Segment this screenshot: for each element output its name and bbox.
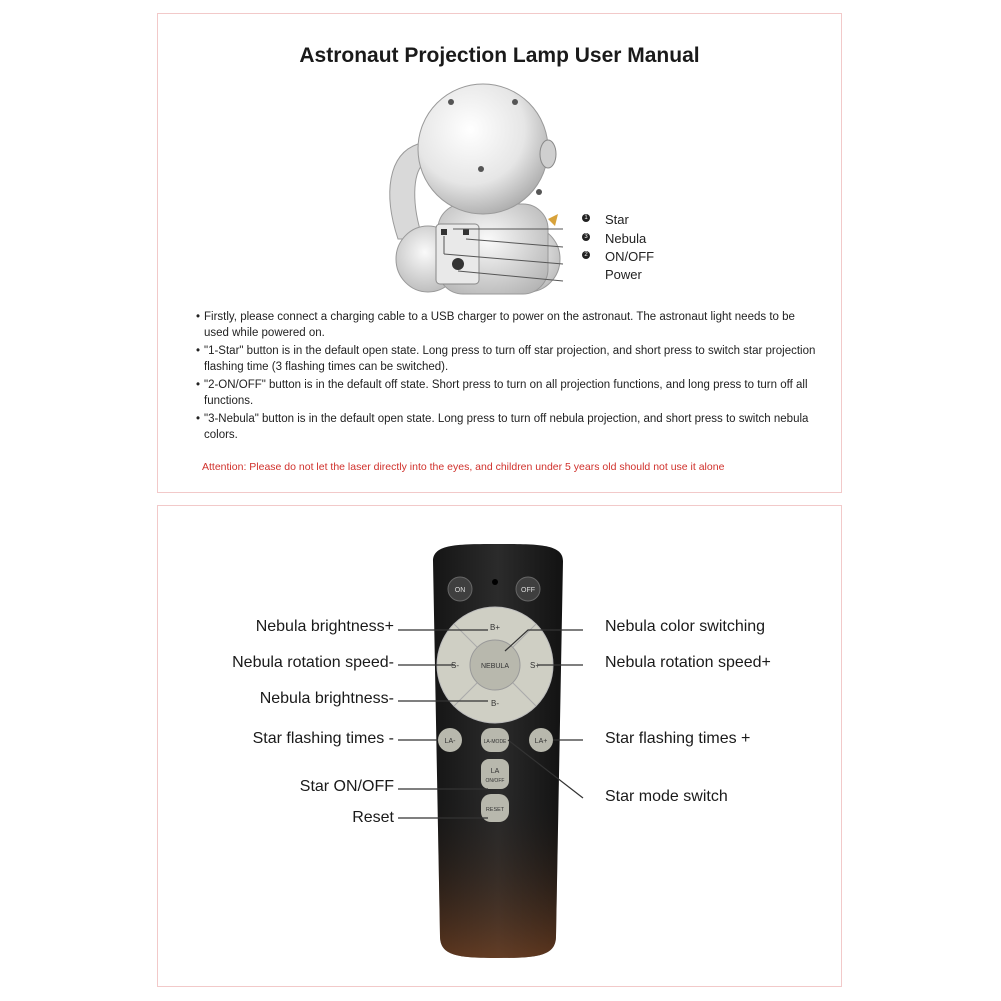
la-onoff-label-1: LA [490, 768, 500, 775]
label-star-flashing-plus: Star flashing times + [605, 730, 751, 747]
attention-warning: Attention: Please do not let the laser directly into the eyes, and children under 5 years old should not use it alone [202, 461, 725, 473]
instruction-item: • "2-ON/OFF" button is in the default off state. Short press to turn on all projection functions, and long press to turn off all functions. [196, 378, 816, 409]
nebula-button[interactable] [470, 640, 520, 690]
off-button-label: OFF [521, 587, 535, 594]
callout-star: Star [605, 212, 629, 227]
b-minus-button[interactable]: B- [491, 699, 499, 708]
callout-num-onoff: 2 [582, 251, 590, 259]
callout-num-star: 1 [582, 214, 590, 222]
la-plus-label: LA+ [534, 738, 548, 745]
label-nebula-color-switching: Nebula color switching [605, 618, 766, 635]
s-plus-button[interactable]: S+ [529, 661, 541, 670]
instruction-item: • Firstly, please connect a charging cable to a USB charger to power on the astronaut. The astronaut light needs to be used while powered on. [196, 310, 816, 341]
instruction-item: • "3-Nebula" button is in the default open state. Long press to turn off nebula projection, and short press to switch nebula colors. [196, 412, 816, 443]
instruction-list [196, 310, 816, 446]
remote-panel [157, 505, 842, 987]
reset-button-label: RESET [485, 807, 505, 813]
label-nebula-brightness-minus: Nebula brightness- [259, 690, 394, 707]
callout-num-nebula: 3 [582, 233, 590, 241]
s-minus-button[interactable]: S- [451, 661, 459, 670]
la-mode-button[interactable] [481, 728, 509, 752]
label-star-mode-switch: Star mode switch [605, 788, 728, 805]
callout-power: Power [605, 267, 642, 282]
callout-onoff: ON/OFF [605, 249, 655, 264]
on-button-label: ON [454, 587, 466, 594]
la-plus-button[interactable] [529, 728, 553, 752]
la-onoff-label-2: ON/OFF [485, 778, 505, 784]
la-mode-label: LA-MODE [483, 739, 507, 745]
label-reset: Reset [352, 809, 394, 826]
nebula-button-label: NEBULA [480, 663, 510, 670]
la-onoff-button[interactable] [481, 759, 509, 789]
label-nebula-rotation-speed-plus: Nebula rotation speed+ [605, 654, 771, 671]
instruction-item: • "1-Star" button is in the default open state. Long press to turn off star projection, and short press to switch star projection flashing time (3 flashing times can be switched). [196, 344, 816, 375]
off-button[interactable] [516, 577, 540, 601]
label-nebula-rotation-speed-minus: Nebula rotation speed- [232, 654, 394, 671]
on-button[interactable] [448, 577, 472, 601]
manual-panel [157, 13, 842, 493]
manual-title: Astronaut Projection Lamp User Manual [299, 44, 700, 67]
label-star-flashing-minus: Star flashing times - [252, 730, 394, 747]
label-star-onoff: Star ON/OFF [299, 778, 394, 795]
la-minus-label: LA- [444, 738, 456, 745]
callout-nebula: Nebula [605, 231, 647, 246]
la-minus-button[interactable] [438, 728, 462, 752]
b-plus-button[interactable]: B+ [489, 623, 501, 632]
label-nebula-brightness-plus: Nebula brightness+ [255, 618, 394, 635]
